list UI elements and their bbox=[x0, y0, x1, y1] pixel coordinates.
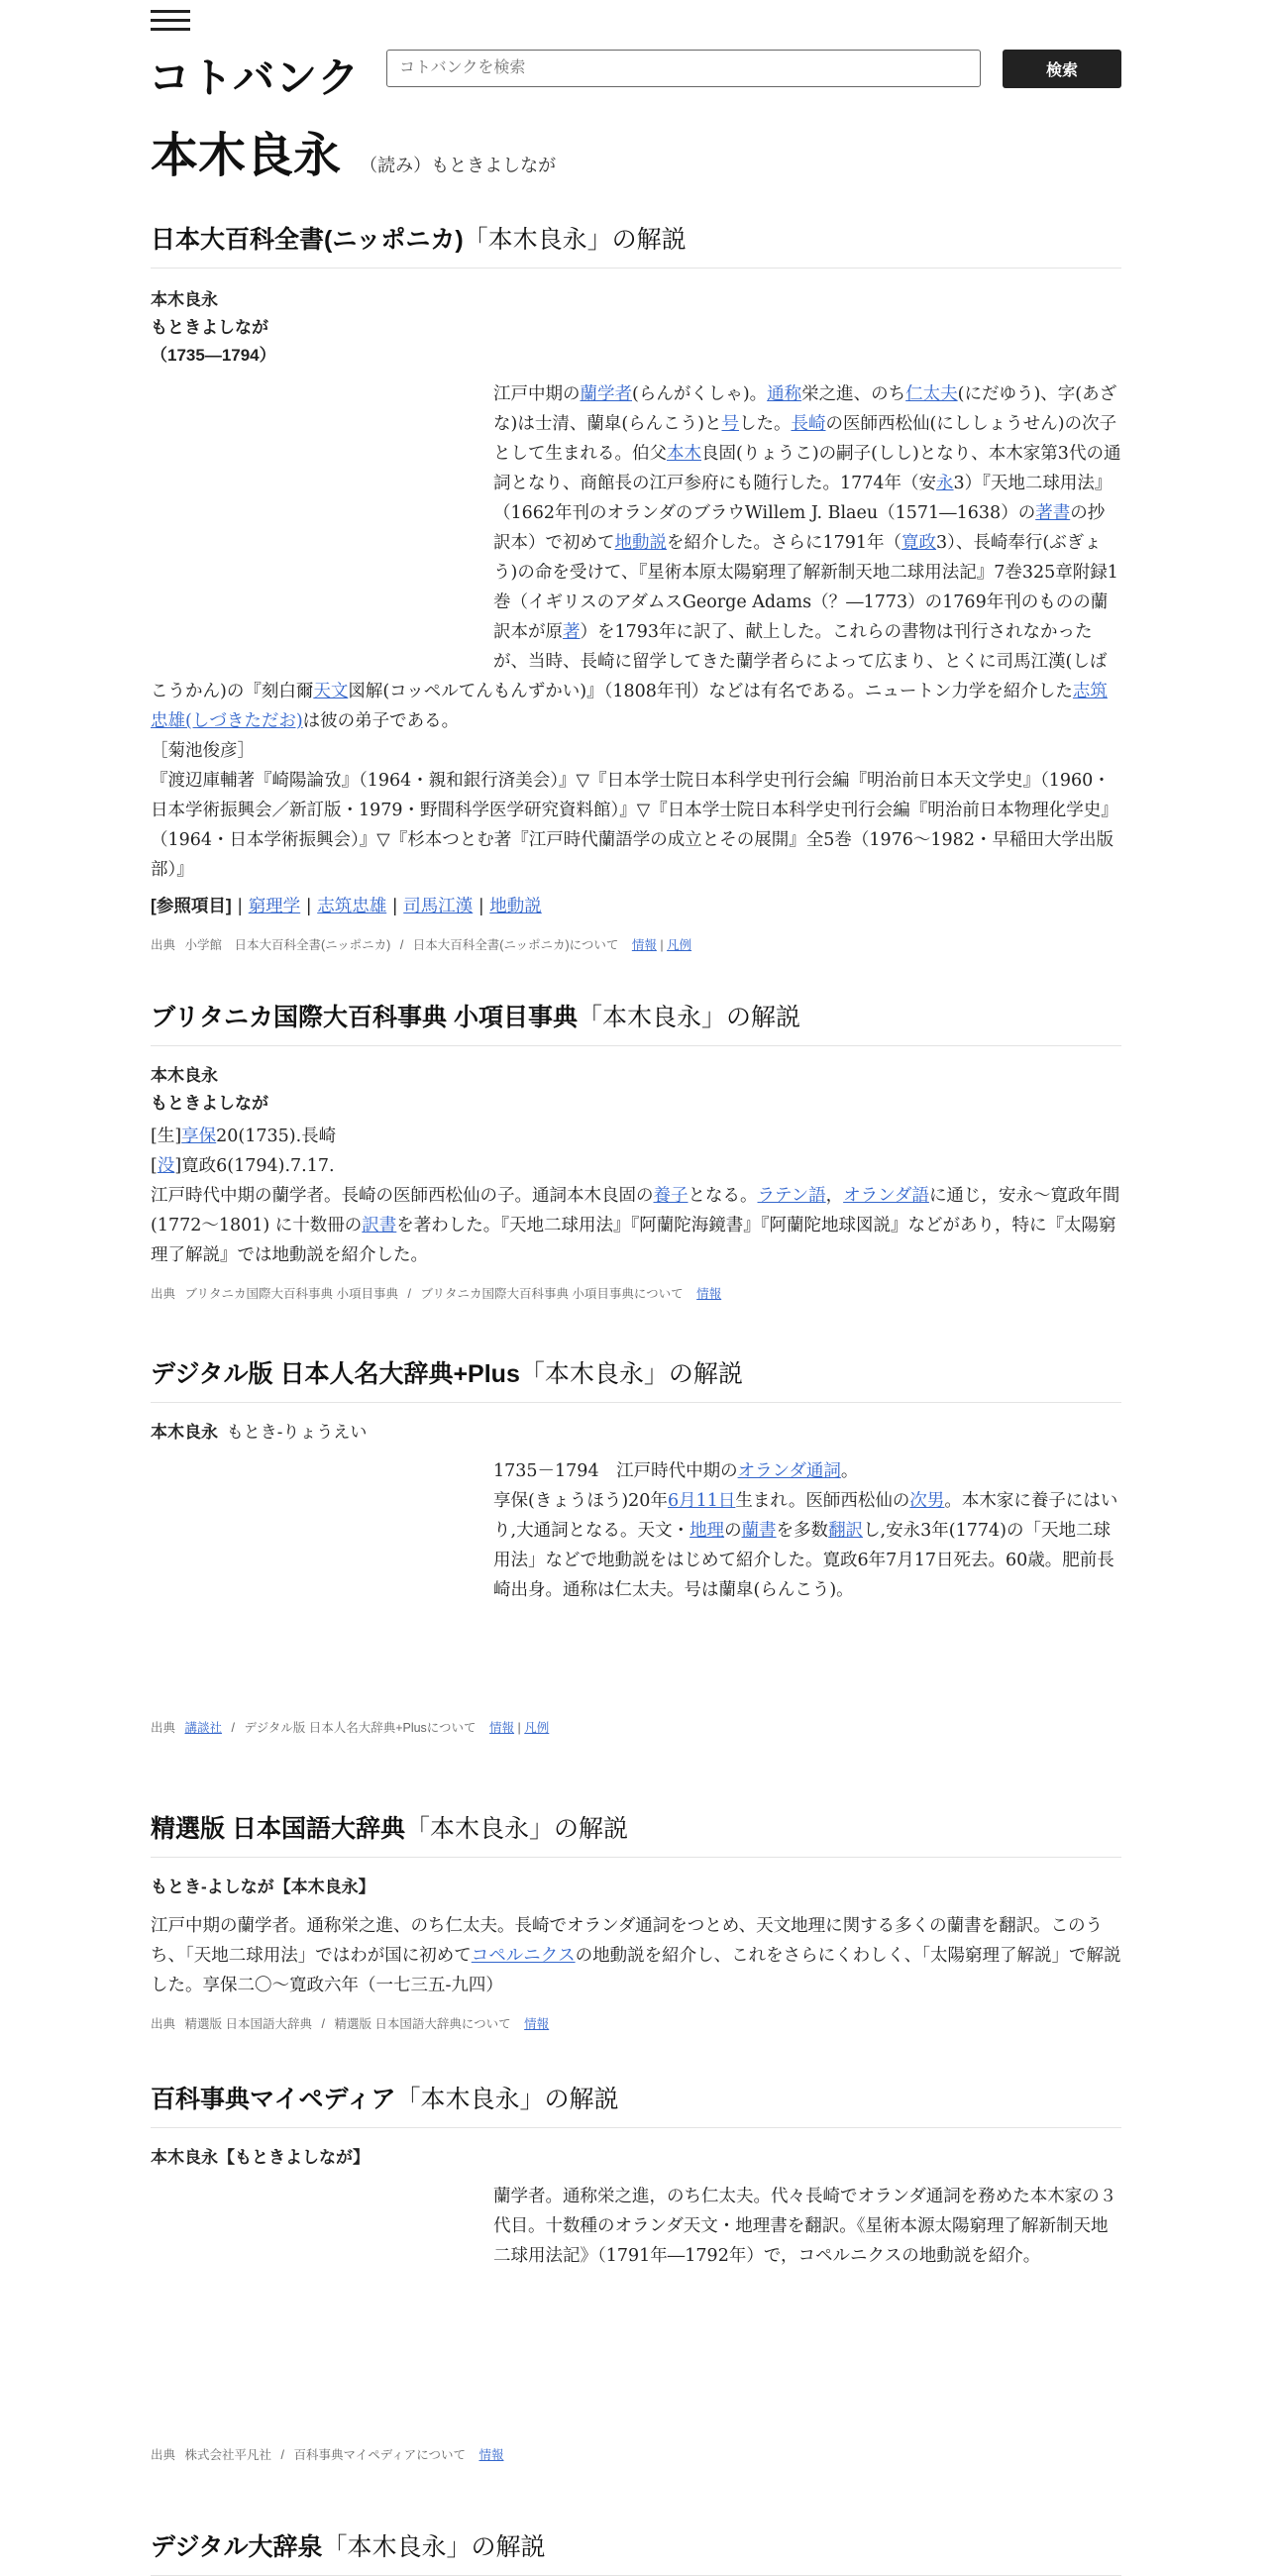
source-prefix: 出典 bbox=[151, 2017, 176, 2031]
heading-source: ブリタニカ国際大百科事典 小項目事典 bbox=[151, 1004, 578, 1031]
entry-line bbox=[493, 1456, 1121, 1486]
text-run: ）を1793年に訳了、献上した。これらの書物は刊行されなかったが、当時、長崎に留学してきた蘭学者らによって広まり、とくに司馬江漢(しばこうかん)の『刻白爾 bbox=[151, 622, 1108, 701]
inline-link[interactable]: オランダ語 bbox=[843, 1186, 929, 1206]
heading-suffix: 「本木良永」の解説 bbox=[322, 2533, 546, 2561]
text-run: 図解(コッペルてんもんずかい)』（1808年刊）などは有名である。ニュートン力学を紹介した bbox=[348, 682, 1073, 701]
heading-source: 日本大百科全書(ニッポニカ) bbox=[151, 226, 464, 254]
text-run: 栄之進、のち bbox=[801, 384, 906, 404]
inline-link[interactable]: コペルニクス bbox=[471, 1946, 576, 1966]
entry-line bbox=[493, 1486, 1121, 1605]
entry-title-line: もときよしなが bbox=[151, 318, 268, 337]
text-run: 3）『天地二球用法』（1662年刊のオランダのブラウWillem J. Blaeu（1571―1638）の bbox=[493, 474, 1113, 523]
entry-title-text: 本木良永【もときよしなが】 bbox=[151, 2148, 370, 2167]
inline-link[interactable]: 仁太夫 bbox=[905, 384, 958, 404]
section-daijisen bbox=[151, 2527, 1121, 2576]
section-nipponica bbox=[151, 220, 1121, 953]
text-run: 20(1735).長崎 bbox=[216, 1127, 337, 1146]
source-line: 出典 小学館 日本大百科全書(ニッポニカ) / 日本大百科全書(ニッポニカ)について 情報 | 凡例 bbox=[151, 938, 692, 952]
float-spacer bbox=[151, 379, 493, 673]
source-legend-link[interactable]: 凡例 bbox=[667, 938, 692, 952]
text-run: 江戸中期の bbox=[493, 384, 581, 404]
reference-link[interactable]: 司馬江漢 bbox=[403, 897, 474, 916]
entry-title-text: 本木良永 bbox=[151, 1423, 218, 1442]
entry-title bbox=[151, 1874, 1121, 1901]
section-heading bbox=[151, 2527, 1121, 2576]
section-heading bbox=[151, 998, 1121, 1046]
text-run: 良固(りょうこ)の嗣子(しし)となり、本木家第3代の通詞となり、商館長の江戸参府にも随行した。1774年（安 bbox=[493, 444, 1121, 493]
section-seisen bbox=[151, 1809, 1121, 2032]
reference-link[interactable]: 志筑忠雄 bbox=[317, 897, 387, 916]
source-prefix: 出典 bbox=[151, 938, 176, 952]
inline-link[interactable]: 長崎 bbox=[791, 414, 826, 434]
inline-link[interactable]: 享保 bbox=[181, 1127, 217, 1146]
entry-title-line: （1735―1794） bbox=[151, 346, 276, 365]
text-run: (にだゆう)、字(あざな)は士清、蘭皐(らんこう)と bbox=[493, 384, 1117, 434]
source-text: ブリタニカ国際大百科事典 小項目事典 bbox=[184, 1287, 398, 1301]
entry-line bbox=[151, 1122, 1121, 1151]
reference-link[interactable]: 窮理学 bbox=[248, 897, 301, 916]
source-about: デジタル版 日本人名大辞典+Plusについて bbox=[244, 1721, 477, 1735]
bibliography: 『渡辺庫輔著『崎陽論攷』（1964・親和銀行済美会）』▽『日本学士院日本科学史刊行会編『明治前日本天文学史』（1960・日本学術振興会／新訂版・1979・野間科学医学研究資料館）』▽『日本学士院日本科学史刊行会編『明治前日本物理化学史』（1964・日本学術振興会）』▽『杉本つとむ著『江戸時代蘭語学の成立とその展開』全5巻（1976～1982・早稲田大学出版部）』 bbox=[151, 771, 1118, 880]
inline-link[interactable]: オランダ通詞 bbox=[737, 1461, 841, 1481]
source-about: 百科事典マイペディアについて bbox=[293, 2448, 466, 2462]
inline-link[interactable]: 通称 bbox=[767, 384, 802, 404]
heading-suffix: 「本木良永」の解説 bbox=[463, 226, 687, 254]
source-info-link[interactable]: 情報 bbox=[696, 1287, 722, 1301]
source-line: 出典 講談社 / デジタル版 日本人名大辞典+Plusについて 情報 | 凡例 bbox=[151, 1721, 550, 1735]
entry-body bbox=[151, 1911, 1121, 2000]
heading-suffix: 「本木良永」の解説 bbox=[404, 1815, 628, 1843]
text-run: 蘭学者。通称栄之進，のち仁太夫。代々長崎でオランダ通詞を務めた本木家の３代目。十数種のオランダ天文・地理書を翻訳。《星術本源太陽窮理了解新制天地二球用法記》（1791年―1792年）で，コペルニクスの地動説を紹介。 bbox=[493, 2187, 1117, 2266]
entry-body bbox=[151, 1122, 1121, 1270]
section-heading bbox=[151, 220, 1121, 268]
source-prefix: 出典 bbox=[151, 2448, 176, 2462]
source-info-link[interactable]: 情報 bbox=[489, 1721, 515, 1735]
text-run: した。 bbox=[738, 414, 792, 434]
entry-title-line: もときよしなが bbox=[151, 1094, 268, 1113]
text-run: し,安永3年(1774)の「天地二球用法」などで地動説をはじめて紹介した。寛政6年7月17日死去。60歳。肥前長崎出身。通称は仁太夫。号は蘭皐(らんこう)。 bbox=[493, 1521, 1114, 1600]
source-info-link[interactable]: 情報 bbox=[524, 2017, 550, 2031]
source-about: 日本大百科全書(ニッポニカ)について bbox=[412, 938, 619, 952]
text-run: 1735－1794 江戸時代中期の bbox=[493, 1461, 738, 1481]
heading-suffix: 「本木良永」の解説 bbox=[577, 1004, 800, 1031]
inline-link[interactable]: 6月11日 bbox=[667, 1491, 736, 1511]
reference-list: [参照項目] | 窮理学 | 志筑忠雄 | 司馬江漢 | 地動説 bbox=[151, 896, 542, 916]
text-run: に通じ，安永～寛政年間 (1772～1801) に十数冊の bbox=[151, 1186, 1120, 1235]
entry-line bbox=[151, 1181, 1121, 1270]
entry-title-text: もとき‐よしなが【本木良永】 bbox=[151, 1878, 375, 1896]
entry-title bbox=[151, 1062, 1121, 1118]
section-heading bbox=[151, 1809, 1121, 1858]
inline-link[interactable]: 志筑忠雄(しづきただお) bbox=[151, 682, 1108, 731]
section-britannica bbox=[151, 998, 1121, 1302]
inline-link[interactable]: 著書 bbox=[1035, 503, 1071, 523]
inline-link[interactable]: 著 bbox=[563, 622, 581, 642]
source-text: 精選版 日本国語大辞典 bbox=[184, 2017, 312, 2031]
text-run: の bbox=[724, 1521, 742, 1541]
text-run: (らんがくしゃ)。 bbox=[632, 384, 768, 404]
text-run: の抄訳本）で初めて bbox=[493, 503, 1106, 553]
entry-title bbox=[151, 286, 1121, 370]
text-run: となる。 bbox=[688, 1186, 758, 1206]
source-info-link[interactable]: 情報 bbox=[478, 2448, 504, 2462]
inline-link[interactable]: 地理 bbox=[689, 1521, 725, 1541]
inline-link[interactable]: 地動説 bbox=[614, 533, 667, 553]
entry-title-line: 本木良永 bbox=[151, 1066, 218, 1085]
text-run: 享保(きょうほう)20年 bbox=[493, 1491, 668, 1511]
heading-source: 精選版 日本国語大辞典 bbox=[151, 1815, 405, 1843]
entry-reading: もとき-りょうえい bbox=[226, 1423, 368, 1442]
inline-link[interactable]: 天文 bbox=[313, 682, 349, 701]
inline-link[interactable]: 没 bbox=[157, 1156, 175, 1176]
entry-body bbox=[151, 2182, 1121, 2445]
search-input[interactable] bbox=[386, 50, 981, 87]
inline-link[interactable]: 翻訳 bbox=[828, 1521, 864, 1541]
entry-line bbox=[151, 1151, 1121, 1181]
entry-title bbox=[151, 2144, 1121, 2172]
section-heading bbox=[151, 1354, 1121, 1403]
author: ［菊池俊彦］ bbox=[151, 741, 255, 761]
reference-link[interactable]: 地動説 bbox=[489, 897, 542, 916]
source-prefix: 出典 bbox=[151, 1721, 176, 1735]
inline-link[interactable]: 永 bbox=[936, 474, 954, 493]
reference-label: [参照項目] bbox=[151, 896, 232, 915]
inline-link[interactable]: ラテン語 bbox=[757, 1186, 826, 1206]
text-run: [ bbox=[151, 1156, 158, 1176]
inline-link[interactable]: 次男 bbox=[909, 1491, 945, 1511]
inline-link[interactable]: 養子 bbox=[653, 1186, 689, 1206]
text-run: の医師西松仙(にししょうせん)の次子として生まれる。伯父 bbox=[493, 414, 1117, 464]
section-heading bbox=[151, 2080, 1121, 2128]
source-text: 株式会社平凡社 bbox=[184, 2448, 272, 2462]
text-run: は彼の弟子である。 bbox=[302, 711, 460, 731]
page-reading: （読み）もときよしなが bbox=[360, 156, 557, 175]
heading-suffix: 「本木良永」の解説 bbox=[395, 2086, 619, 2113]
page-title: 本木良永 bbox=[151, 128, 342, 183]
text-run: 生まれ。医師西松仙の bbox=[735, 1491, 910, 1511]
text-run: ， bbox=[825, 1186, 844, 1206]
source-publisher-link[interactable]: 講談社 bbox=[184, 1721, 223, 1735]
entry-line bbox=[151, 1911, 1121, 2000]
heading-source: デジタル大辞泉 bbox=[151, 2533, 323, 2561]
source-text: 小学館 日本大百科全書(ニッポニカ) bbox=[184, 938, 391, 952]
text-run: の地動説を紹介し、これをさらにくわしく、「太陽窮理了解説」で解説した。享保二〇～寛政六年（一七三五‐九四） bbox=[151, 1946, 1121, 1995]
inline-link[interactable]: 寛政 bbox=[901, 533, 937, 553]
inline-link[interactable]: 本木 bbox=[667, 444, 701, 464]
text-run: ]寛政6(1794).7.17. bbox=[174, 1156, 335, 1176]
source-line: 出典 ブリタニカ国際大百科事典 小項目事典 / ブリタニカ国際大百科事典 小項目事典について 情報 bbox=[151, 1287, 722, 1301]
text-run: 。 bbox=[840, 1461, 859, 1481]
source-line: 出典 株式会社平凡社 / 百科事典マイペディアについて 情報 bbox=[151, 2448, 504, 2462]
text-run: [生] bbox=[151, 1127, 182, 1146]
source-legend-link[interactable]: 凡例 bbox=[524, 1721, 550, 1735]
entry-title bbox=[151, 1419, 1121, 1447]
heading-source: デジタル版 日本人名大辞典+Plus bbox=[151, 1360, 520, 1388]
text-run: を著わした。『天地二球用法』『阿蘭陀海鏡書』『阿蘭陀地球図説』などがあり，特に『太陽窮理了解説』では地動説を紹介した。 bbox=[151, 1216, 1116, 1265]
source-prefix: 出典 bbox=[151, 1287, 176, 1301]
text-run: 江戸中期の蘭学者。通称栄之進、のち仁太夫。長崎でオランダ通詞をつとめ、天文地理に関する多くの蘭書を翻訳。このうち、「天地二球用法」ではわが国に初めて bbox=[151, 1916, 1104, 1966]
heading-suffix: 「本木良永」の解説 bbox=[519, 1360, 743, 1388]
search-button[interactable]: 検索 bbox=[1003, 50, 1121, 88]
text-run: を紹介した。さらに1791年（ bbox=[667, 533, 902, 553]
inline-link[interactable]: 訳書 bbox=[362, 1216, 397, 1235]
heading-source: 百科事典マイペディア bbox=[151, 2086, 396, 2113]
menu-icon[interactable] bbox=[151, 10, 190, 32]
source-about: ブリタニカ国際大百科事典 小項目事典について bbox=[420, 1287, 684, 1301]
inline-link[interactable]: 蘭書 bbox=[741, 1521, 777, 1541]
source-line: 出典 精選版 日本国語大辞典 / 精選版 日本国語大辞典について 情報 bbox=[151, 2017, 550, 2031]
title-row bbox=[151, 117, 556, 185]
section-jinmei bbox=[151, 1354, 1121, 1736]
source-about: 精選版 日本国語大辞典について bbox=[334, 2017, 511, 2031]
site-logo[interactable]: コトバンク bbox=[149, 54, 361, 102]
entry-title-line: 本木良永 bbox=[151, 290, 218, 309]
source-info-link[interactable]: 情報 bbox=[631, 938, 657, 952]
inline-link[interactable]: 蘭学者 bbox=[580, 384, 632, 404]
text-run: を多数 bbox=[776, 1521, 829, 1541]
text-run: 3）、長崎奉行(ぶぎょう)の命を受けて、『星術本原太陽窮理了解新制天地二球用法記』7巻325章附録1巻（イギリスのアダムスGeorge Adams（？―1773）の1769年刊のものの蘭訳本が原 bbox=[493, 533, 1118, 642]
entry-body bbox=[151, 1456, 1121, 1718]
entry-line bbox=[493, 2182, 1121, 2271]
text-run: 。本木家に養子にはいり,大通詞となる。天文・ bbox=[493, 1491, 1118, 1541]
section-mypedia bbox=[151, 2080, 1121, 2463]
inline-link[interactable]: 号 bbox=[721, 414, 739, 434]
entry-body bbox=[151, 379, 1121, 885]
text-run: 江戸時代中期の蘭学者。長崎の医師西松仙の子。通詞本木良固の bbox=[151, 1186, 654, 1206]
